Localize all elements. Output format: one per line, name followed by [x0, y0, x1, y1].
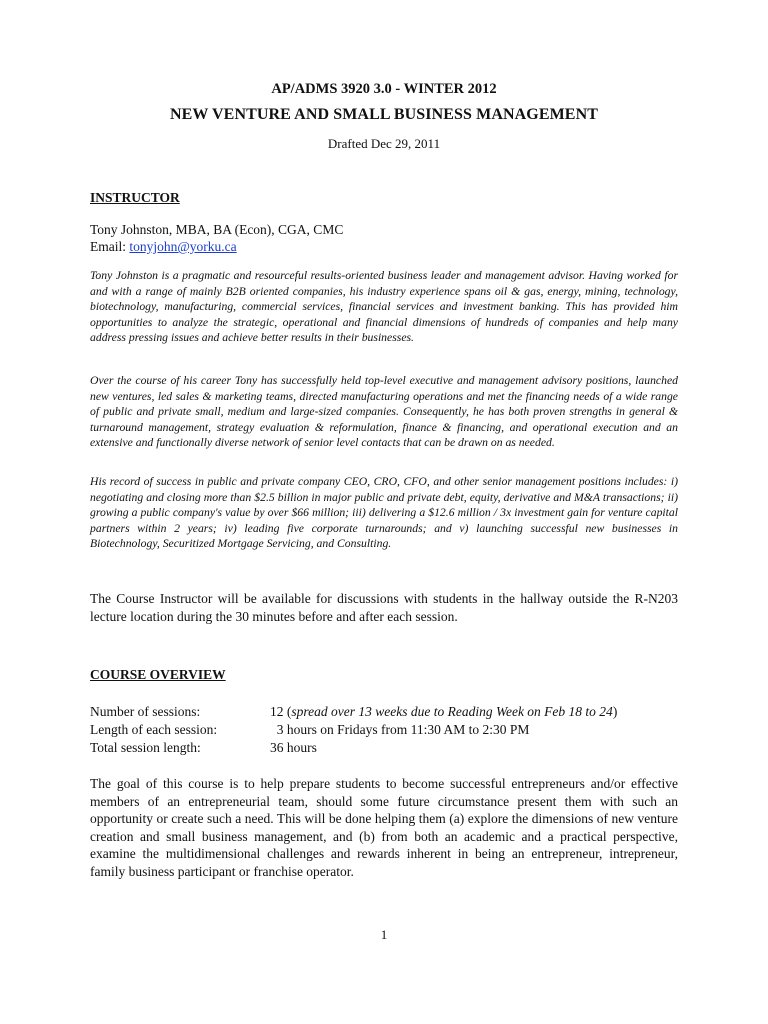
overview-value: 12 (spread over 13 weeks due to Reading Week on Feb 18 to 24) — [270, 704, 618, 719]
course-code: AP/ADMS 3920 3.0 - WINTER 2012 — [271, 81, 497, 97]
page-number: 1 — [380, 927, 388, 942]
course-title: NEW VENTURE AND SMALL BUSINESS MANAGEMENT — [169, 106, 599, 123]
overview-label: Total session length: — [90, 740, 201, 755]
overview-value: 3 hours on Fridays from 11:30 AM to 2:30 PM — [270, 722, 530, 737]
drafted-date: Drafted Dec 29, 2011 — [327, 136, 441, 151]
instructor-heading: INSTRUCTOR — [90, 190, 180, 205]
course-overview-heading: COURSE OVERVIEW — [90, 667, 226, 682]
bio-paragraph-1: Tony Johnston is a pragmatic and resourceful results-oriented business leader and management advisor. Having worked for and with a range of mainly B2B oriented companies, his industry experience spans oil & gas, energy, mining, technology, biotechnology, manufacturing, commercial services, financial services and investment banking. This has provided him opportunities to analyze the strategic, operational and financial dimensions of hundreds of companies and help many address pressing issues and achieve better results in their businesses. — [90, 269, 678, 345]
overview-value: 36 hours — [270, 740, 317, 755]
overview-label: Length of each session: — [90, 722, 218, 737]
overview-label: Number of sessions: — [90, 704, 201, 719]
course-goal-paragraph: The goal of this course is to help prepare students to become successful entrepreneurs and/or effective members of an entrepreneurial team, should some future circumstance present them with such an opportunity or create such a need. This will be done helping them (a) explore the dimensions of new venture creation and small business management, and (b) from both an academic and a practical perspective, examine the multidimensional challenges and rewards inherent in being an entrepreneur, intrepreneur, family business participant or franchise operator. — [90, 776, 678, 879]
bio-paragraph-2: Over the course of his career Tony has successfully held top-level executive and management advisory positions, launched new ventures, led sales & marketing teams, directed manufacturing operations and met the financing needs of a wide range of public and private small, medium and large-sized companies. Consequently, he has both proven strengths in general & turnaround management, strategy evaluation & reformulation, finance & financing, and operational execution and an extensive and functionally diverse network of senior level contacts that can be drawn on as needed. — [90, 374, 678, 450]
email-link[interactable]: tonyjohn@yorku.ca — [129, 239, 237, 254]
bio-paragraph-3: His record of success in public and private company CEO, CRO, CFO, and other senior management positions includes: i) negotiating and closing more than $2.5 billion in major public and private debt, equity, derivative and M&A transactions; ii) growing a public company's value by over $66 million; iii) delivering a $12.6 million / 3x investment gain for venture capital partners within 2 years; iv) leading five corporate turnarounds; and v) launching successful new businesses in Biotechnology, Securitized Mortgage Servicing, and Consulting. — [90, 475, 678, 551]
instructor-name: Tony Johnston, MBA, BA (Econ), CGA, CMC — [90, 222, 344, 237]
instructor-email-line — [90, 238, 237, 255]
availability-paragraph: The Course Instructor will be available for discussions with students in the hallway outside the R-N203 lecture location during the 30 minutes before and after each session. — [90, 591, 678, 624]
email-label: Email: — [90, 239, 130, 254]
